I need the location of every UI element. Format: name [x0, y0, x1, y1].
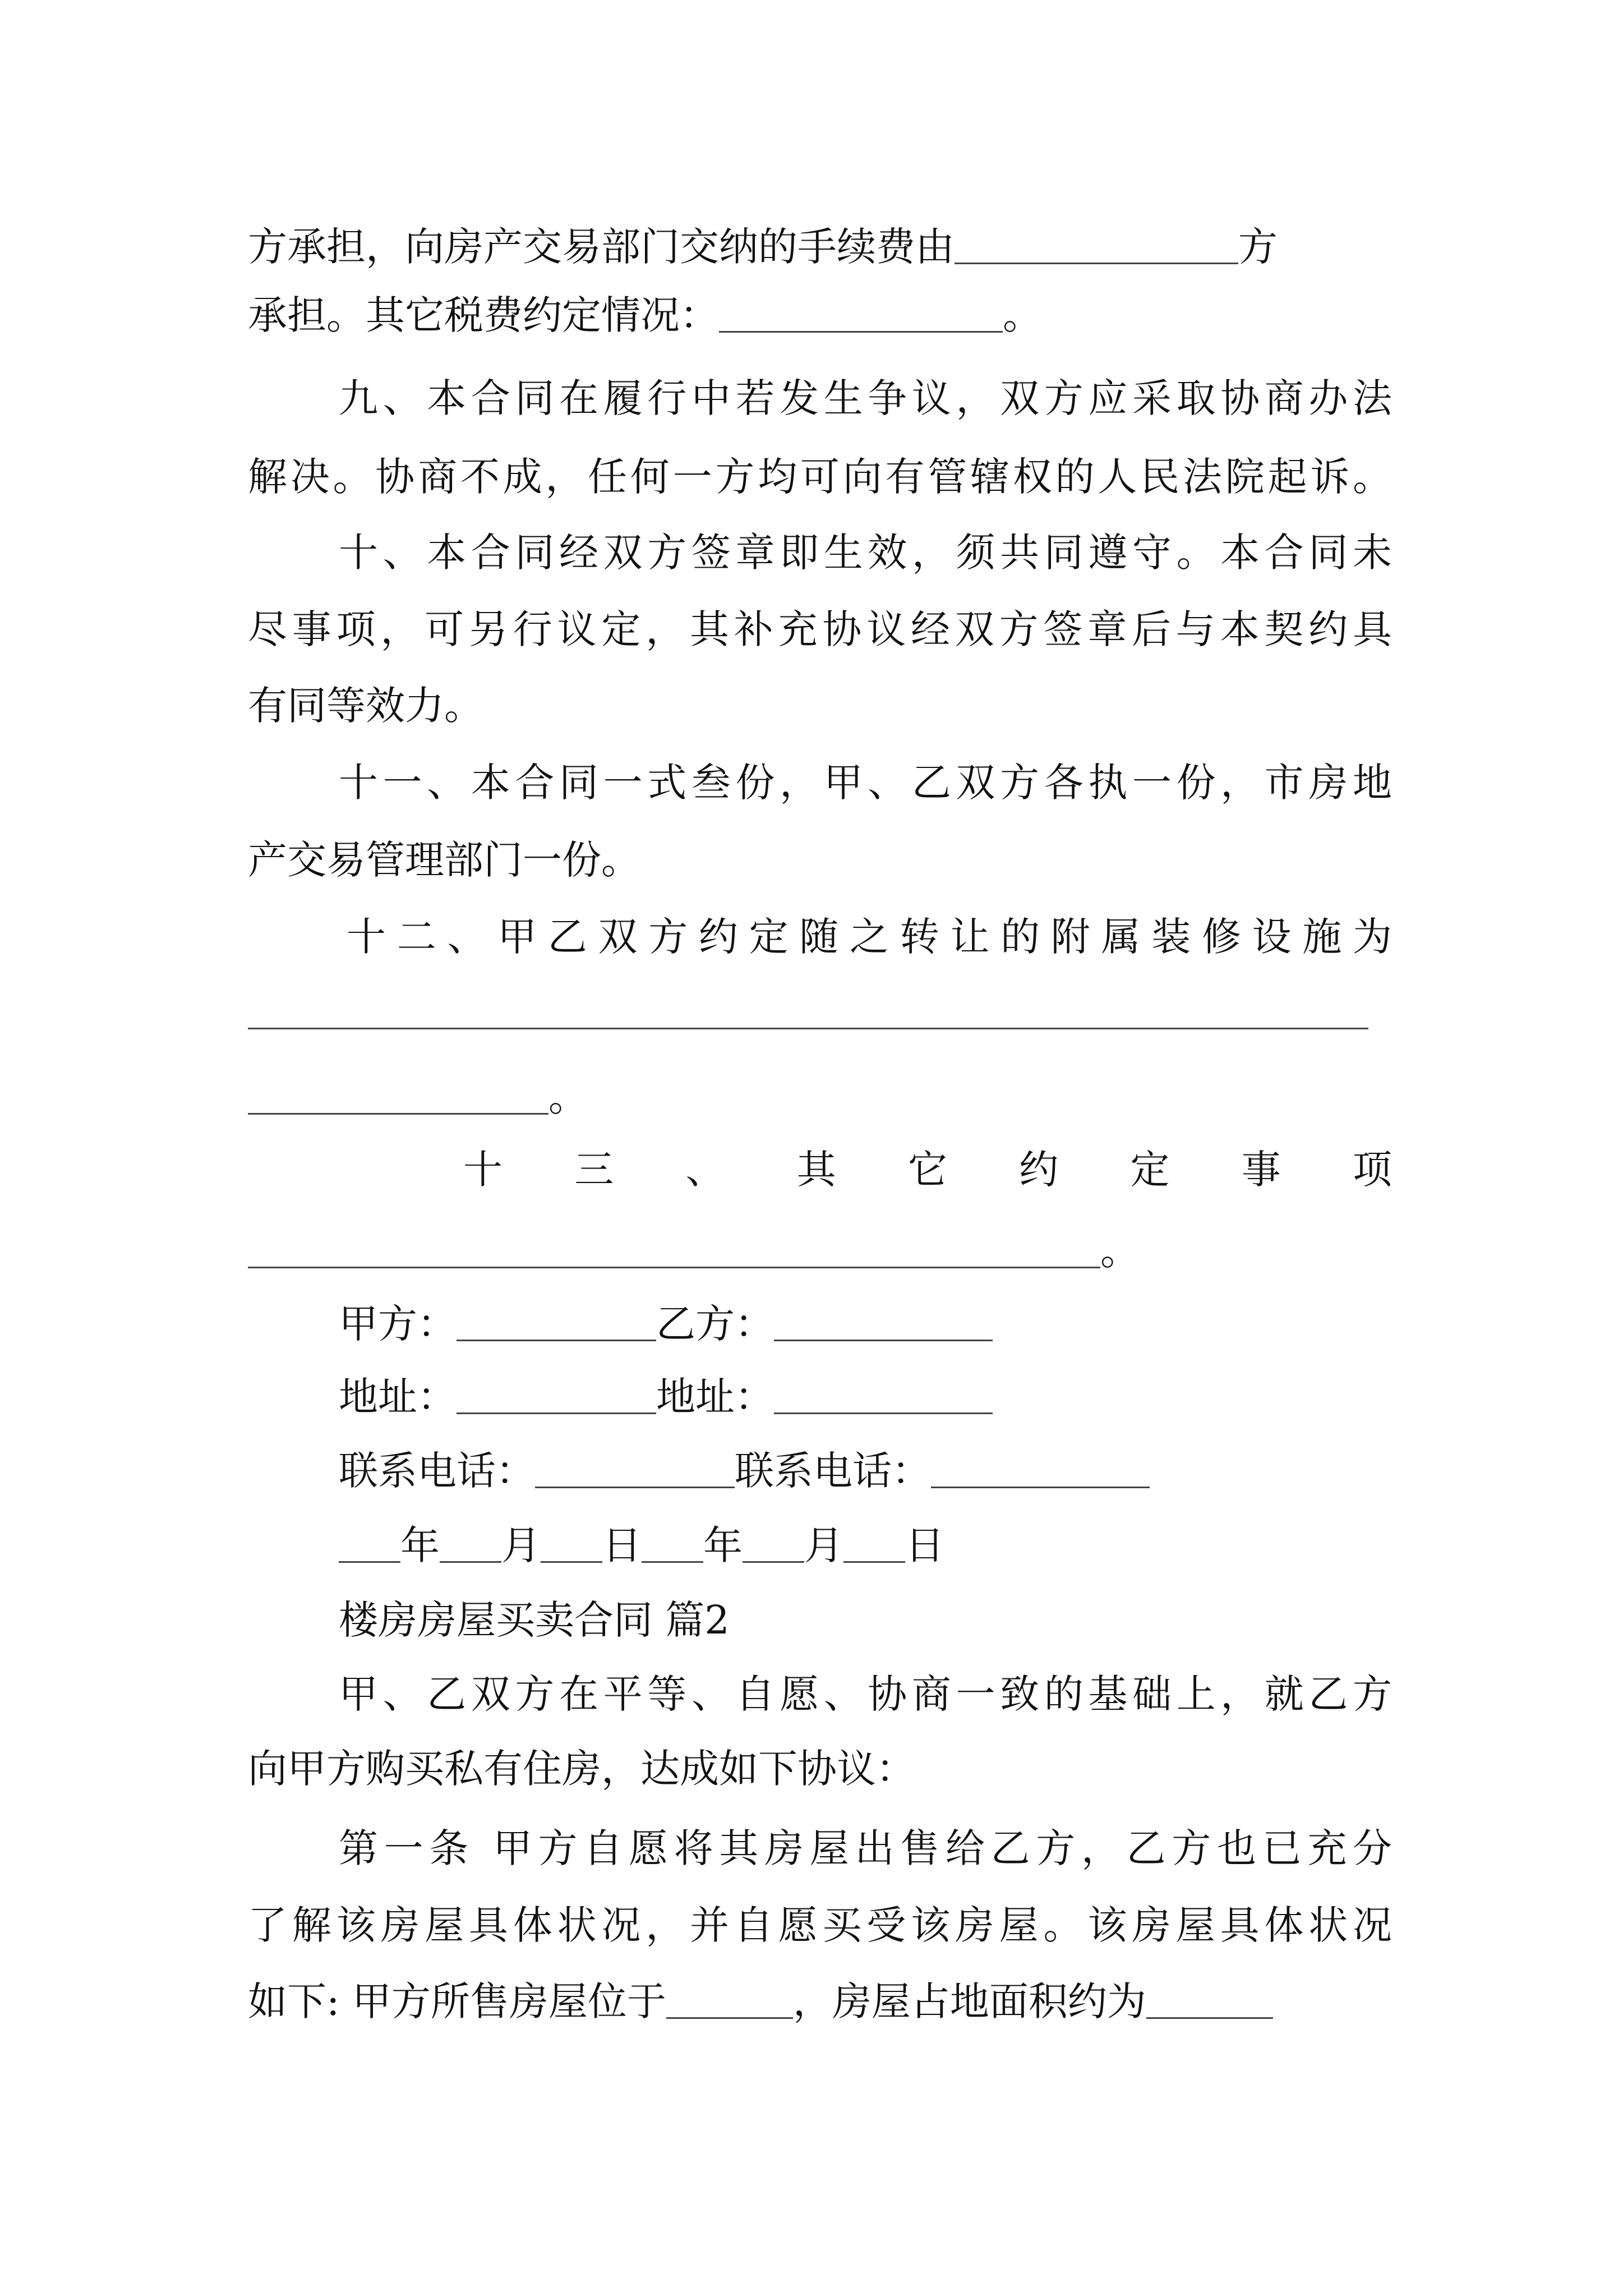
- text-line: [248, 287, 1392, 343]
- clause-8-fee-suffix: 方: [1238, 224, 1278, 270]
- intro-line-1: 甲、乙双方在平等、自愿、协商一致的基础上，就乙方: [339, 1671, 1392, 1717]
- clause-13-heading: 十三、其它约定事项: [463, 1147, 1392, 1193]
- clause-10-line-1: 十、本合同经双方签章即生效，须共同遵守。本合同未: [339, 530, 1392, 576]
- day-2-blank[interactable]: [843, 1517, 905, 1563]
- party-b-label: 乙方：: [656, 1301, 774, 1347]
- phone-b-blank[interactable]: [931, 1443, 1150, 1488]
- phone-b-label: 联系电话：: [735, 1448, 931, 1494]
- article-1-area-label: ，房屋占地面积约为: [792, 1978, 1146, 2024]
- year-1-label: 年: [400, 1522, 440, 1568]
- other-tax-blank[interactable]: [719, 287, 1003, 333]
- area-blank[interactable]: [1146, 1973, 1273, 2019]
- clause-13-period: 。: [1100, 1228, 1140, 1274]
- day-2-label: 日: [905, 1522, 944, 1568]
- text-line: [248, 1223, 1392, 1279]
- other-tax-period: 。: [1003, 292, 1042, 338]
- day-1-blank[interactable]: [541, 1517, 602, 1563]
- other-tax-label: 承担。其它税费约定情况：: [248, 292, 719, 338]
- fee-party-blank[interactable]: [955, 219, 1238, 264]
- phone-a-blank[interactable]: [535, 1443, 735, 1488]
- party-line: [339, 1296, 1483, 1352]
- text-line: [248, 1973, 1392, 2030]
- year-2-label: 年: [703, 1522, 743, 1568]
- other-matters-blank[interactable]: [248, 1223, 1100, 1268]
- party-b-blank[interactable]: [774, 1296, 993, 1341]
- article-1-line-1: 第一条 甲方自愿将其房屋出售给乙方，乙方也已充分: [339, 1825, 1392, 1871]
- clause-9-line-2: 解决。协商不成，任何一方均可向有管辖权的人民法院起诉。: [248, 454, 1392, 500]
- clause-11-line-2: 产交易管理部门一份。: [248, 837, 640, 883]
- section-title: 楼房房屋买卖合同 篇2: [339, 1597, 730, 1643]
- text-line: [248, 219, 1392, 275]
- article-1-location-label: 如下: 甲方所售房屋位于: [248, 1978, 666, 2024]
- clause-12-line-1: 十二、甲乙双方约定随之转让的附属装修设施为: [347, 914, 1392, 960]
- month-1-label: 月: [501, 1522, 541, 1568]
- article-1-line-2: 了解该房屋具体状况，并自愿买受该房屋。该房屋具体状况: [248, 1902, 1392, 1948]
- party-a-blank[interactable]: [457, 1296, 656, 1341]
- phone-a-label: 联系电话：: [339, 1448, 535, 1494]
- year-2-blank[interactable]: [642, 1517, 703, 1563]
- address-b-blank[interactable]: [774, 1369, 993, 1414]
- address-a-blank[interactable]: [457, 1369, 656, 1414]
- address-line: [339, 1369, 1483, 1425]
- location-blank[interactable]: [666, 1973, 793, 2019]
- phone-line: [339, 1443, 1483, 1499]
- intro-line-2: 向甲方购买私有住房，达成如下协议：: [248, 1746, 915, 1792]
- clause-12-period: 。: [548, 1074, 588, 1120]
- day-1-label: 日: [602, 1522, 642, 1568]
- fittings-blank-continued[interactable]: [248, 1069, 548, 1115]
- month-1-blank[interactable]: [440, 1517, 501, 1563]
- fittings-blank-line[interactable]: [248, 1028, 1368, 1029]
- clause-9-line-1: 九、本合同在履行中若发生争议，双方应采取协商办法: [339, 375, 1392, 421]
- address-b-label: 地址：: [656, 1374, 774, 1420]
- clause-10-line-2: 尽事项，可另行议定，其补充协议经双方签章后与本契约具: [248, 606, 1392, 652]
- clause-10-line-3: 有同等效力。: [248, 683, 483, 729]
- text-line: [248, 1069, 1392, 1125]
- month-2-label: 月: [804, 1522, 843, 1568]
- clause-11-line-1: 十一、本合同一式叁份，甲、乙双方各执一份，市房地: [339, 760, 1392, 806]
- date-line: [339, 1517, 1483, 1573]
- clause-8-fee-text: 方承担，向房产交易部门交纳的手续费由: [248, 224, 955, 270]
- year-1-blank[interactable]: [339, 1517, 400, 1563]
- month-2-blank[interactable]: [743, 1517, 804, 1563]
- party-a-label: 甲方：: [339, 1301, 457, 1347]
- address-a-label: 地址：: [339, 1374, 457, 1420]
